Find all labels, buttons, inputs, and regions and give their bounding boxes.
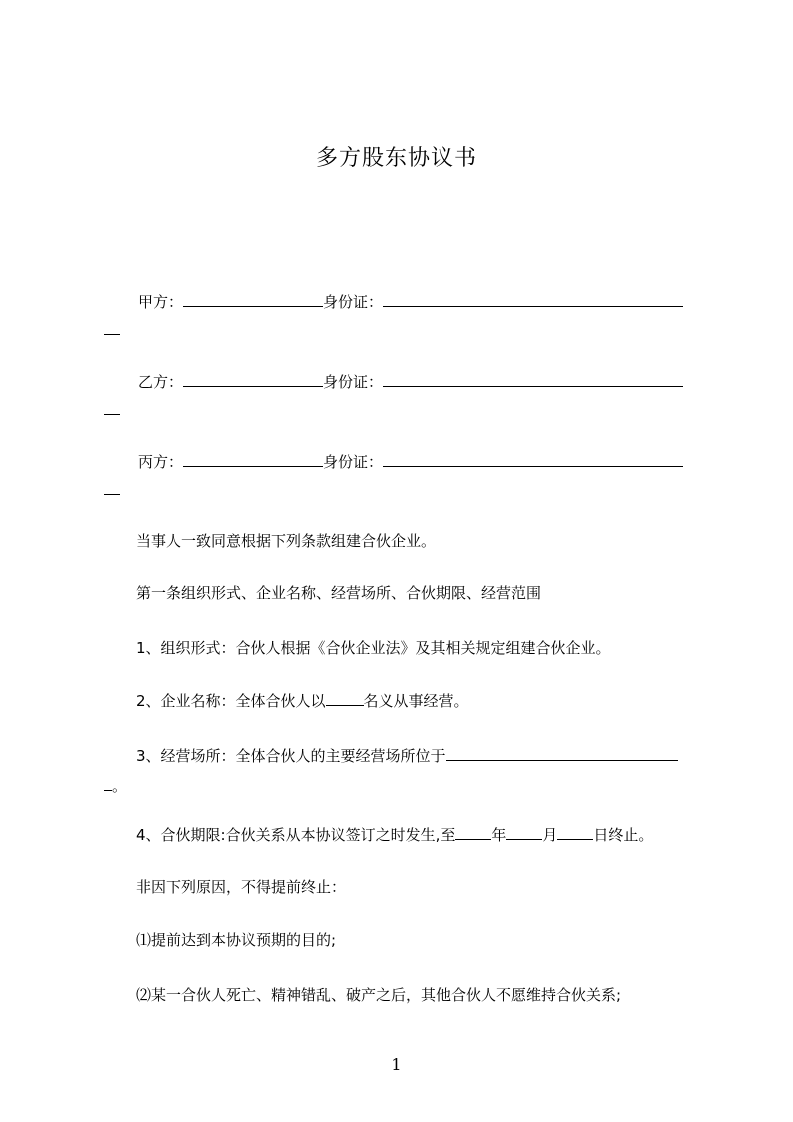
location-blank[interactable] [446,745,678,761]
termination-reason-2: ⑵某一合伙人死亡、精神错乱、破产之后，其他合伙人不愿维持合伙关系; [136,986,622,1004]
location-blank-continuation[interactable] [104,775,112,791]
clause-text: 2、企业名称：全体合伙人以 [136,692,326,710]
day-label: 日终止。 [593,826,654,844]
clause-text: 3、经营场所：全体合伙人的主要经营场所位于 [136,747,446,765]
enterprise-name-blank[interactable] [326,690,364,706]
party-name-blank[interactable] [183,371,323,387]
clause-partnership-term [136,824,653,845]
continuation-dash [104,334,120,335]
party-line-c [138,451,683,472]
clause-organization-form: 1、组织形式：合伙人根据《合伙企业法》及其相关规定组建合伙企业。 [136,639,611,657]
continuation-dash [104,414,120,415]
clause-text: 名义从事经营。 [363,692,469,710]
party-label: 丙方： [138,453,184,471]
party-name-blank[interactable] [183,291,323,307]
article-heading: 第一条组织形式、企业名称、经营场所、合伙期限、经营范围 [136,584,542,602]
page-number: 1 [391,1055,402,1074]
document-title: 多方股东协议书 [315,146,477,171]
clause-text: 4、合伙期限:合伙关系从本协议签订之时发生,至 [136,826,456,844]
id-number-blank[interactable] [383,291,683,307]
clause-business-location [136,745,678,766]
intro-paragraph: 当事人一致同意根据下列条款组建合伙企业。 [136,532,437,550]
party-name-blank[interactable] [183,451,323,467]
clause-end-mark: 。 [112,777,128,795]
party-line-a [138,291,683,312]
day-blank[interactable] [557,824,593,840]
month-blank[interactable] [506,824,542,840]
party-line-b [138,371,683,392]
id-label: 身份证： [323,453,384,471]
clause-enterprise-name [136,690,469,711]
party-label: 甲方： [138,293,184,311]
location-continuation [104,775,127,796]
month-label: 月 [542,826,558,844]
year-label: 年 [491,826,507,844]
year-blank[interactable] [455,824,491,840]
continuation-dash [104,494,120,495]
id-number-blank[interactable] [383,451,683,467]
party-label: 乙方： [138,373,184,391]
early-termination-heading: 非因下列原因，不得提前终止： [136,878,347,896]
termination-reason-1: ⑴提前达到本协议预期的目的; [136,931,337,949]
id-label: 身份证： [323,373,384,391]
id-label: 身份证： [323,293,384,311]
id-number-blank[interactable] [383,371,683,387]
